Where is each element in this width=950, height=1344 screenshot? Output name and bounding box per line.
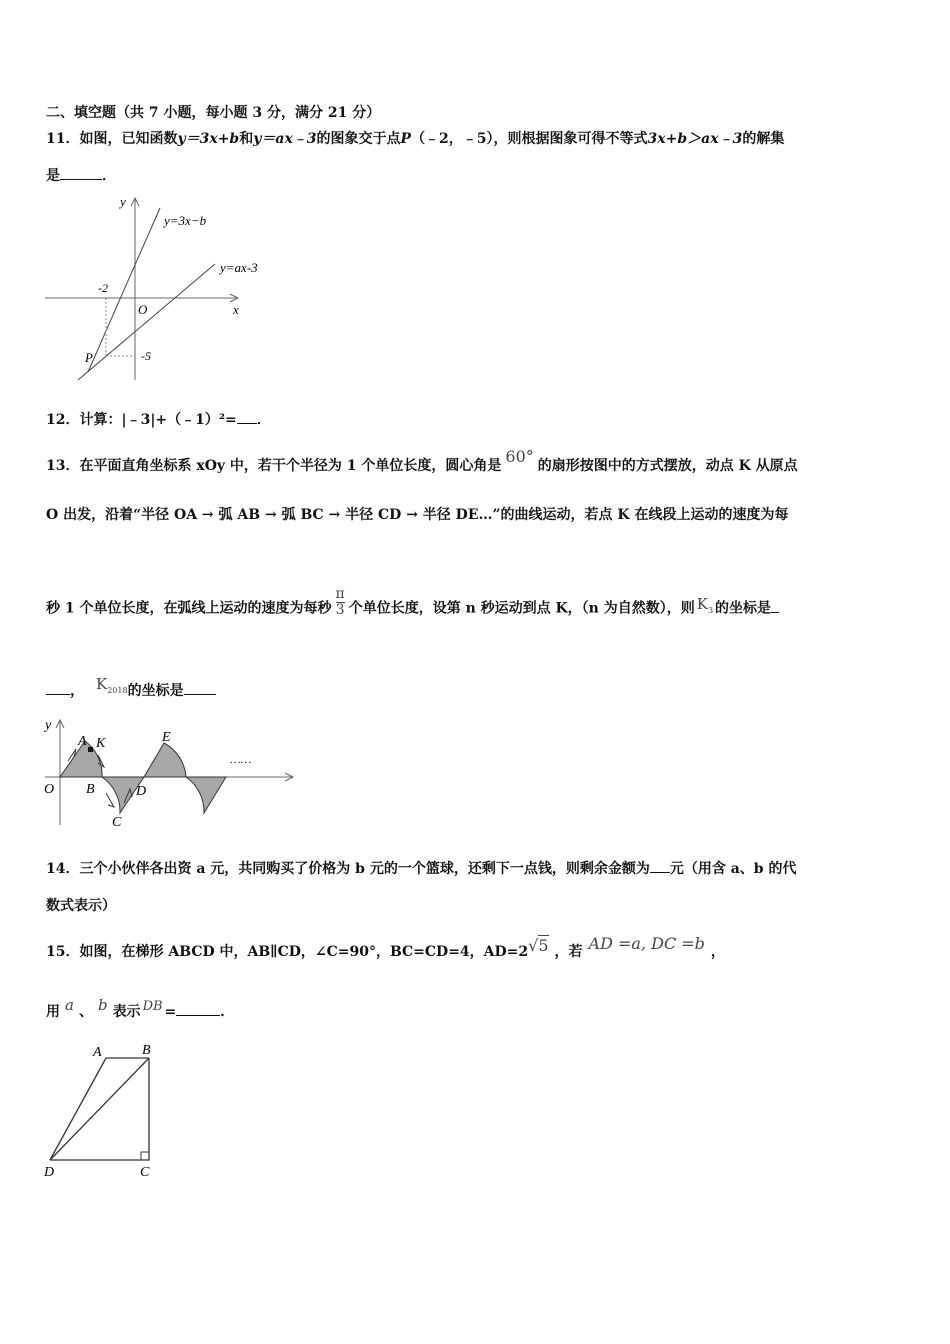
q13-text-1a: 在平面直角坐标系 xOy 中，若干个半径为 1 个单位长度，圆心角是	[79, 458, 502, 474]
q13-text-3c: 的坐标是	[715, 600, 772, 617]
q11-line1-label: y=3x−b	[164, 213, 207, 228]
q14-line2: 数式表示）	[46, 898, 116, 914]
q13-line2: O 出发，沿着“半径 OA → 弧 AB → 弧 BC → 半径 CD → 半径 DE…”的曲线运动，若点 K 在线段上运动的速度为每	[46, 507, 789, 523]
q11-text-c: ，则根据图象可得不等式	[493, 131, 648, 147]
q15-vector-equation: AD =a, DC =b	[588, 934, 705, 953]
q15-text-2d: =	[164, 1004, 177, 1020]
q13-k3-answer-blank-cont[interactable]	[46, 681, 70, 695]
q15-text-2a: 用	[46, 1004, 60, 1020]
q14-text-1b: 元（用含 a、b 的代	[669, 861, 797, 877]
q15-text-2b: 、	[78, 1004, 93, 1020]
q14-text-1a: 三个小伙伴各出资 a 元，共同购买了价格为 b 元的一个篮球，还剩下一点钱，则剩余金额为	[79, 861, 650, 877]
q13-point-k	[88, 747, 93, 752]
q15-trapezoid-figure	[42, 1040, 167, 1180]
q12-text: 计算：|﹣3|+（﹣1）²=	[79, 412, 237, 428]
q15-side-da	[50, 1058, 106, 1160]
q11-func1: y＝3x+b	[177, 131, 240, 147]
q15-vec-db: DB	[142, 999, 163, 1014]
q11-line2	[46, 166, 116, 185]
q13-k2018-sub: 2018	[107, 685, 128, 695]
q15-sqrt: √5	[528, 936, 549, 955]
q14-number: 14．	[46, 861, 80, 877]
q11-and: 和	[239, 131, 254, 147]
q13-text-4b: 的坐标是	[127, 683, 184, 699]
q11-coords: （﹣2，﹣5）	[411, 131, 494, 147]
q11-point-p: P	[400, 131, 412, 147]
q12-answer-blank[interactable]	[237, 410, 257, 424]
q13-arrow-bc	[106, 793, 114, 807]
q13-k3-answer-blank[interactable]	[771, 599, 779, 613]
q13-origin-label: O	[44, 782, 55, 797]
q15-vec-b: b	[97, 996, 108, 1014]
q15-text-1b: ，若	[554, 944, 583, 960]
q15-text-1a: 如图，在梯形 ABCD 中，AB∥CD，∠C=90°，BC=CD=4，AD=2	[79, 944, 529, 960]
q15-label-d: D	[44, 1165, 55, 1180]
q13-sector-4	[186, 777, 226, 813]
q13-sector-figure	[40, 715, 310, 830]
q11-origin-label: O	[138, 302, 148, 317]
q11-func2: y＝ax﹣3	[253, 131, 317, 147]
q15-number: 15．	[46, 944, 80, 960]
q14-answer-blank[interactable]	[650, 859, 670, 873]
q15-label-b: B	[142, 1043, 151, 1058]
q11-text-d: 的解集	[742, 131, 785, 147]
q15-line2	[46, 996, 235, 1022]
q13-k2018-answer-blank[interactable]	[184, 681, 216, 695]
q13-k3-sub: 3	[707, 605, 714, 615]
q13-fraction-num: π	[335, 586, 345, 602]
q11-line2-label: y=ax-3	[220, 260, 258, 275]
q13-y-label: y	[45, 718, 52, 733]
q11-text-a: 如图，已知函数	[79, 131, 178, 147]
q11-number: 11．	[46, 131, 80, 147]
q11-line1	[46, 130, 784, 148]
q13-label-k: K	[96, 736, 106, 751]
q13-dots: ……	[230, 752, 252, 766]
q15-answer-blank[interactable]	[176, 1002, 220, 1016]
q14-line1	[46, 859, 796, 878]
q15-right-angle-mark	[141, 1152, 149, 1160]
q13-k3-main: K	[696, 594, 708, 613]
q13-k2018-main: K	[96, 675, 108, 693]
q12-line	[46, 410, 271, 429]
q13-angle: 60°	[505, 447, 534, 466]
q11-y-label: y	[120, 194, 126, 209]
q13-fraction-den: 3	[335, 602, 345, 618]
q11-text-b: 的图象交于点	[316, 131, 401, 147]
q13-k2018	[96, 677, 128, 693]
q15-label-c: C	[140, 1165, 150, 1180]
q13-text-3b: 个单位长度，设第 n 秒运动到点 K，（n 为自然数），则	[348, 600, 695, 617]
q11-text-e: 是	[46, 168, 60, 184]
q11-graph-figure	[40, 192, 290, 387]
q13-text-3a: 秒 1 个单位长度，在弧线上运动的速度为每秒	[46, 600, 332, 617]
q11-answer-blank[interactable]	[60, 166, 102, 180]
q11-x-label: x	[233, 302, 239, 317]
q15-sqrt-value: 5	[538, 936, 549, 955]
q15-text-2c: 表示	[112, 1004, 141, 1020]
q13-label-c: C	[112, 815, 122, 830]
q13-line3	[46, 586, 779, 624]
q13-label-a: A	[78, 734, 87, 749]
q15-label-a: A	[93, 1045, 102, 1060]
q13-k3	[696, 594, 714, 615]
q11-inequality: 3x+b＞ax﹣3	[647, 131, 743, 147]
q12-number: 12．	[46, 412, 80, 428]
q13-line4	[46, 675, 216, 706]
q11-tick-y-label: -5	[141, 349, 151, 363]
q13-fraction	[336, 587, 345, 618]
q13-text-1b: 的扇形按图中的方式摆放，动点 K 从原点	[537, 458, 798, 474]
q11-point-label: P	[85, 350, 93, 365]
section-heading: 二、填空题（共 7 小题，每小题 3 分，满分 21 分）	[46, 105, 381, 121]
q13-label-d: D	[136, 784, 147, 799]
q11-end: ．	[102, 168, 116, 184]
q15-vec-a: a	[65, 996, 74, 1014]
q13-line1	[46, 447, 798, 475]
q15-text-1c: ，	[710, 944, 725, 960]
q15-end: ．	[220, 1004, 235, 1020]
q15-line1	[46, 934, 725, 961]
q13-number: 13．	[46, 458, 80, 474]
q13-label-b: B	[86, 782, 95, 797]
q15-diagonal-db	[50, 1058, 149, 1160]
q13-sep: ，	[70, 683, 84, 699]
q13-label-e: E	[162, 730, 171, 745]
q13-sector-3	[144, 743, 186, 777]
q12-end: ．	[256, 412, 271, 428]
q11-tick-x-label: -2	[98, 281, 108, 295]
